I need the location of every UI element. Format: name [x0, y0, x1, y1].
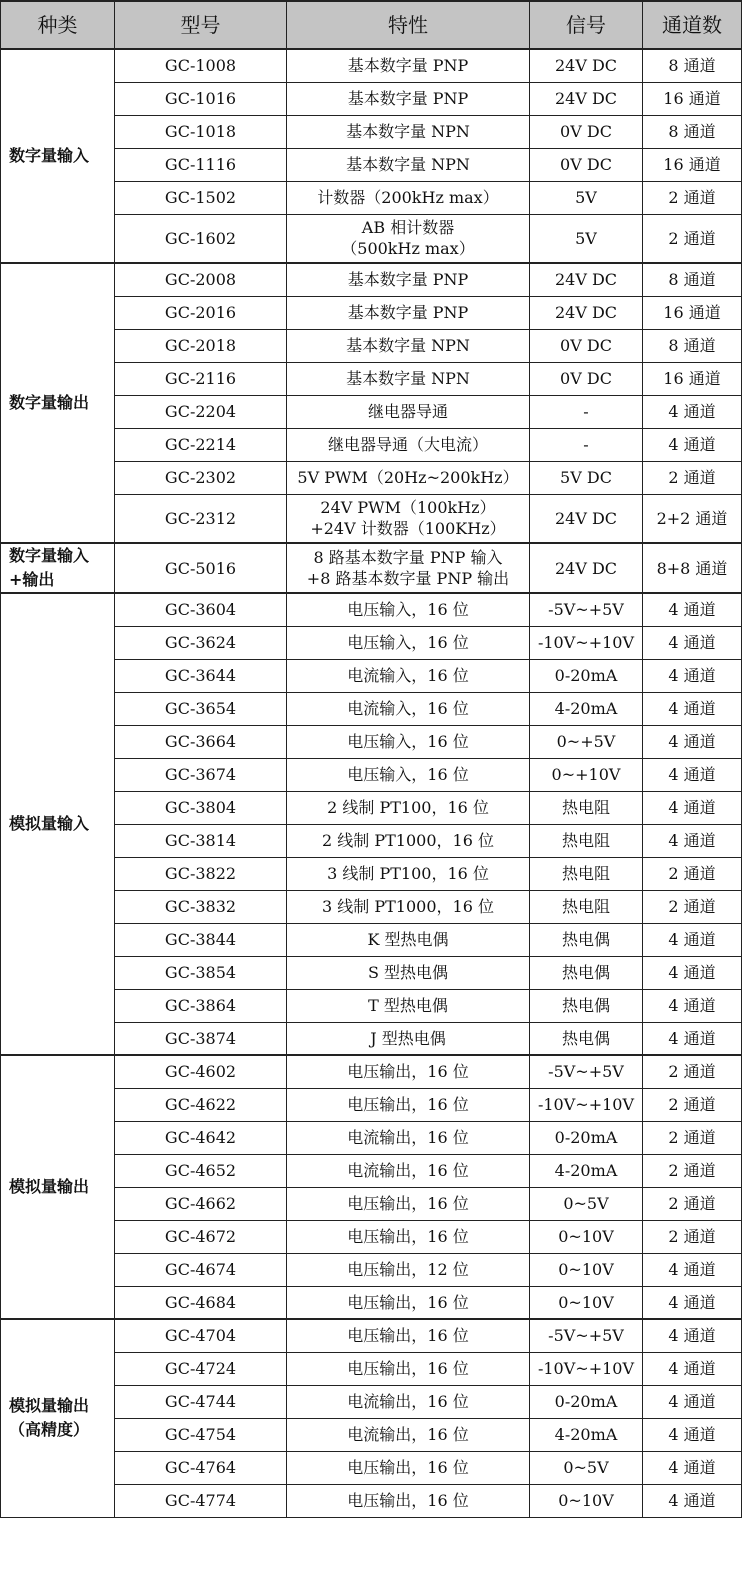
- channels-cell: 4 通道: [643, 758, 742, 791]
- feature-cell: 继电器导通（大电流）: [287, 428, 530, 461]
- channels-cell: 4 通道: [643, 956, 742, 989]
- model-cell: GC-4622: [115, 1088, 287, 1121]
- signal-cell: 热电阻: [530, 857, 643, 890]
- feature-cell: 5V PWM（20Hz~200kHz）: [287, 461, 530, 494]
- model-cell: GC-4764: [115, 1451, 287, 1484]
- signal-cell: -10V~+10V: [530, 1088, 643, 1121]
- feature-cell: 电压输入，16 位: [287, 758, 530, 791]
- channels-cell: 2 通道: [643, 1154, 742, 1187]
- model-cell: GC-2214: [115, 428, 287, 461]
- feature-cell: 基本数字量 NPN: [287, 115, 530, 148]
- model-cell: GC-3874: [115, 1022, 287, 1055]
- model-cell: GC-2008: [115, 263, 287, 296]
- channels-cell: 16 通道: [643, 82, 742, 115]
- feature-cell: 电压输出，16 位: [287, 1220, 530, 1253]
- model-cell: GC-3804: [115, 791, 287, 824]
- model-cell: GC-2018: [115, 329, 287, 362]
- channels-cell: 2 通道: [643, 461, 742, 494]
- feature-cell: 电压输入，16 位: [287, 593, 530, 626]
- signal-cell: 0~+5V: [530, 725, 643, 758]
- signal-cell: 4-20mA: [530, 1154, 643, 1187]
- feature-cell: 24V PWM（100kHz） +24V 计数器（100KHz）: [287, 494, 530, 543]
- model-cell: GC-1502: [115, 181, 287, 214]
- feature-cell: 电流输入，16 位: [287, 659, 530, 692]
- model-cell: GC-2116: [115, 362, 287, 395]
- model-cell: GC-2204: [115, 395, 287, 428]
- model-cell: GC-3664: [115, 725, 287, 758]
- model-cell: GC-4684: [115, 1286, 287, 1319]
- channels-cell: 2 通道: [643, 1187, 742, 1220]
- table-row: [1, 1055, 742, 1088]
- model-cell: GC-3854: [115, 956, 287, 989]
- signal-cell: 0V DC: [530, 362, 643, 395]
- channels-cell: 2 通道: [643, 181, 742, 214]
- channels-cell: 2 通道: [643, 1055, 742, 1088]
- channels-cell: 4 通道: [643, 1418, 742, 1451]
- table-row: [1, 263, 742, 296]
- feature-cell: 基本数字量 PNP: [287, 263, 530, 296]
- header-row: [1, 1, 742, 49]
- signal-cell: 0~10V: [530, 1220, 643, 1253]
- feature-cell: 电压输出，16 位: [287, 1055, 530, 1088]
- channels-cell: 4 通道: [643, 989, 742, 1022]
- model-cell: GC-3814: [115, 824, 287, 857]
- model-cell: GC-4774: [115, 1484, 287, 1517]
- signal-cell: 0~5V: [530, 1451, 643, 1484]
- channels-cell: 4 通道: [643, 725, 742, 758]
- channels-cell: 4 通道: [643, 1022, 742, 1055]
- feature-cell: 电压输出，16 位: [287, 1451, 530, 1484]
- signal-cell: 0-20mA: [530, 1385, 643, 1418]
- model-cell: GC-1116: [115, 148, 287, 181]
- signal-cell: 0~+10V: [530, 758, 643, 791]
- channels-cell: 2 通道: [643, 1220, 742, 1253]
- feature-cell: 电压输出，12 位: [287, 1253, 530, 1286]
- signal-cell: 4-20mA: [530, 692, 643, 725]
- model-cell: GC-1016: [115, 82, 287, 115]
- model-cell: GC-4754: [115, 1418, 287, 1451]
- channels-cell: 4 通道: [643, 1451, 742, 1484]
- signal-cell: 24V DC: [530, 82, 643, 115]
- signal-cell: 0~5V: [530, 1187, 643, 1220]
- signal-cell: 24V DC: [530, 296, 643, 329]
- signal-cell: -5V~+5V: [530, 593, 643, 626]
- channels-cell: 2 通道: [643, 857, 742, 890]
- model-cell: GC-3864: [115, 989, 287, 1022]
- feature-cell: 电流输出，16 位: [287, 1385, 530, 1418]
- feature-cell: 3 线制 PT100，16 位: [287, 857, 530, 890]
- channels-cell: 8 通道: [643, 263, 742, 296]
- model-cell: GC-3644: [115, 659, 287, 692]
- model-cell: GC-2016: [115, 296, 287, 329]
- table-row: [1, 1319, 742, 1352]
- signal-cell: -: [530, 428, 643, 461]
- signal-cell: 热电偶: [530, 1022, 643, 1055]
- signal-cell: 0-20mA: [530, 659, 643, 692]
- feature-cell: 电压输出，16 位: [287, 1187, 530, 1220]
- channels-cell: 2+2 通道: [643, 494, 742, 543]
- signal-cell: 24V DC: [530, 543, 643, 593]
- channels-cell: 8+8 通道: [643, 543, 742, 593]
- signal-cell: -5V~+5V: [530, 1319, 643, 1352]
- model-cell: GC-3604: [115, 593, 287, 626]
- feature-cell: 基本数字量 PNP: [287, 49, 530, 82]
- signal-cell: 5V: [530, 181, 643, 214]
- model-cell: GC-3832: [115, 890, 287, 923]
- model-cell: GC-1018: [115, 115, 287, 148]
- table-row: [1, 543, 742, 593]
- channels-cell: 4 通道: [643, 824, 742, 857]
- category-cell: 数字量输出: [1, 263, 115, 543]
- model-cell: GC-4602: [115, 1055, 287, 1088]
- header-signal: 信号: [530, 1, 643, 49]
- header-channels: 通道数: [643, 1, 742, 49]
- feature-cell: 电压输出，16 位: [287, 1286, 530, 1319]
- model-cell: GC-3844: [115, 923, 287, 956]
- channels-cell: 4 通道: [643, 428, 742, 461]
- channels-cell: 8 通道: [643, 49, 742, 82]
- category-cell: 数字量输入: [1, 49, 115, 263]
- channels-cell: 8 通道: [643, 115, 742, 148]
- signal-cell: 0~10V: [530, 1286, 643, 1319]
- category-cell: 模拟量输入: [1, 593, 115, 1055]
- model-cell: GC-2312: [115, 494, 287, 543]
- signal-cell: 0-20mA: [530, 1121, 643, 1154]
- category-cell: 模拟量输出: [1, 1055, 115, 1319]
- header-category: 种类: [1, 1, 115, 49]
- model-cell: GC-4744: [115, 1385, 287, 1418]
- channels-cell: 2 通道: [643, 1088, 742, 1121]
- model-cell: GC-1602: [115, 214, 287, 263]
- feature-cell: 电压输入，16 位: [287, 626, 530, 659]
- model-cell: GC-4672: [115, 1220, 287, 1253]
- channels-cell: 4 通道: [643, 593, 742, 626]
- model-cell: GC-3674: [115, 758, 287, 791]
- table-row: [1, 49, 742, 82]
- signal-cell: 0V DC: [530, 115, 643, 148]
- feature-cell: 3 线制 PT1000，16 位: [287, 890, 530, 923]
- feature-cell: 继电器导通: [287, 395, 530, 428]
- signal-cell: 5V DC: [530, 461, 643, 494]
- feature-cell: 电流输出，16 位: [287, 1154, 530, 1187]
- channels-cell: 4 通道: [643, 1385, 742, 1418]
- model-cell: GC-4642: [115, 1121, 287, 1154]
- feature-cell: 电压输出，16 位: [287, 1352, 530, 1385]
- feature-cell: 电压输出，16 位: [287, 1319, 530, 1352]
- model-cell: GC-1008: [115, 49, 287, 82]
- channels-cell: 16 通道: [643, 362, 742, 395]
- feature-cell: 电流输出，16 位: [287, 1121, 530, 1154]
- table-row: [1, 593, 742, 626]
- channels-cell: 4 通道: [643, 692, 742, 725]
- feature-cell: 2 线制 PT100，16 位: [287, 791, 530, 824]
- feature-cell: 电流输入，16 位: [287, 692, 530, 725]
- feature-cell: 基本数字量 PNP: [287, 82, 530, 115]
- signal-cell: 24V DC: [530, 49, 643, 82]
- signal-cell: 0V DC: [530, 329, 643, 362]
- model-cell: GC-3822: [115, 857, 287, 890]
- model-cell: GC-3624: [115, 626, 287, 659]
- model-cell: GC-4704: [115, 1319, 287, 1352]
- model-cell: GC-4652: [115, 1154, 287, 1187]
- feature-cell: 电流输出，16 位: [287, 1418, 530, 1451]
- channels-cell: 4 通道: [643, 626, 742, 659]
- feature-cell: 8 路基本数字量 PNP 输入 +8 路基本数字量 PNP 输出: [287, 543, 530, 593]
- feature-cell: K 型热电偶: [287, 923, 530, 956]
- channels-cell: 4 通道: [643, 1286, 742, 1319]
- channels-cell: 4 通道: [643, 659, 742, 692]
- feature-cell: 电压输出，16 位: [287, 1088, 530, 1121]
- feature-cell: 2 线制 PT1000，16 位: [287, 824, 530, 857]
- category-cell: 模拟量输出 （高精度）: [1, 1319, 115, 1517]
- table-body: [1, 49, 742, 1517]
- signal-cell: 热电阻: [530, 791, 643, 824]
- signal-cell: 热电偶: [530, 923, 643, 956]
- model-cell: GC-2302: [115, 461, 287, 494]
- signal-cell: -: [530, 395, 643, 428]
- model-cell: GC-4724: [115, 1352, 287, 1385]
- signal-cell: -5V~+5V: [530, 1055, 643, 1088]
- signal-cell: 4-20mA: [530, 1418, 643, 1451]
- feature-cell: 电压输入，16 位: [287, 725, 530, 758]
- feature-cell: 基本数字量 NPN: [287, 329, 530, 362]
- signal-cell: -10V~+10V: [530, 1352, 643, 1385]
- header-feature: 特性: [287, 1, 530, 49]
- channels-cell: 8 通道: [643, 329, 742, 362]
- model-cell: GC-4662: [115, 1187, 287, 1220]
- channels-cell: 4 通道: [643, 1319, 742, 1352]
- signal-cell: 0~10V: [530, 1484, 643, 1517]
- signal-cell: 5V: [530, 214, 643, 263]
- signal-cell: 24V DC: [530, 494, 643, 543]
- feature-cell: 电压输出，16 位: [287, 1484, 530, 1517]
- channels-cell: 2 通道: [643, 214, 742, 263]
- signal-cell: 热电阻: [530, 890, 643, 923]
- model-cell: GC-3654: [115, 692, 287, 725]
- signal-cell: 0~10V: [530, 1253, 643, 1286]
- channels-cell: 4 通道: [643, 395, 742, 428]
- channels-cell: 2 通道: [643, 1121, 742, 1154]
- model-cell: GC-5016: [115, 543, 287, 593]
- header-model: 型号: [115, 1, 287, 49]
- signal-cell: -10V~+10V: [530, 626, 643, 659]
- channels-cell: 4 通道: [643, 1484, 742, 1517]
- channels-cell: 4 通道: [643, 791, 742, 824]
- feature-cell: S 型热电偶: [287, 956, 530, 989]
- channels-cell: 4 通道: [643, 1352, 742, 1385]
- channels-cell: 4 通道: [643, 923, 742, 956]
- channels-cell: 16 通道: [643, 148, 742, 181]
- channels-cell: 4 通道: [643, 1253, 742, 1286]
- feature-cell: J 型热电偶: [287, 1022, 530, 1055]
- feature-cell: 基本数字量 NPN: [287, 362, 530, 395]
- signal-cell: 热电偶: [530, 989, 643, 1022]
- feature-cell: T 型热电偶: [287, 989, 530, 1022]
- channels-cell: 16 通道: [643, 296, 742, 329]
- feature-cell: 基本数字量 NPN: [287, 148, 530, 181]
- channels-cell: 2 通道: [643, 890, 742, 923]
- table-header: [1, 1, 742, 49]
- feature-cell: AB 相计数器 （500kHz max）: [287, 214, 530, 263]
- feature-cell: 基本数字量 PNP: [287, 296, 530, 329]
- signal-cell: 0V DC: [530, 148, 643, 181]
- category-cell: 数字量输入 +输出: [1, 543, 115, 593]
- feature-cell: 计数器（200kHz max）: [287, 181, 530, 214]
- signal-cell: 热电阻: [530, 824, 643, 857]
- signal-cell: 24V DC: [530, 263, 643, 296]
- signal-cell: 热电偶: [530, 956, 643, 989]
- model-cell: GC-4674: [115, 1253, 287, 1286]
